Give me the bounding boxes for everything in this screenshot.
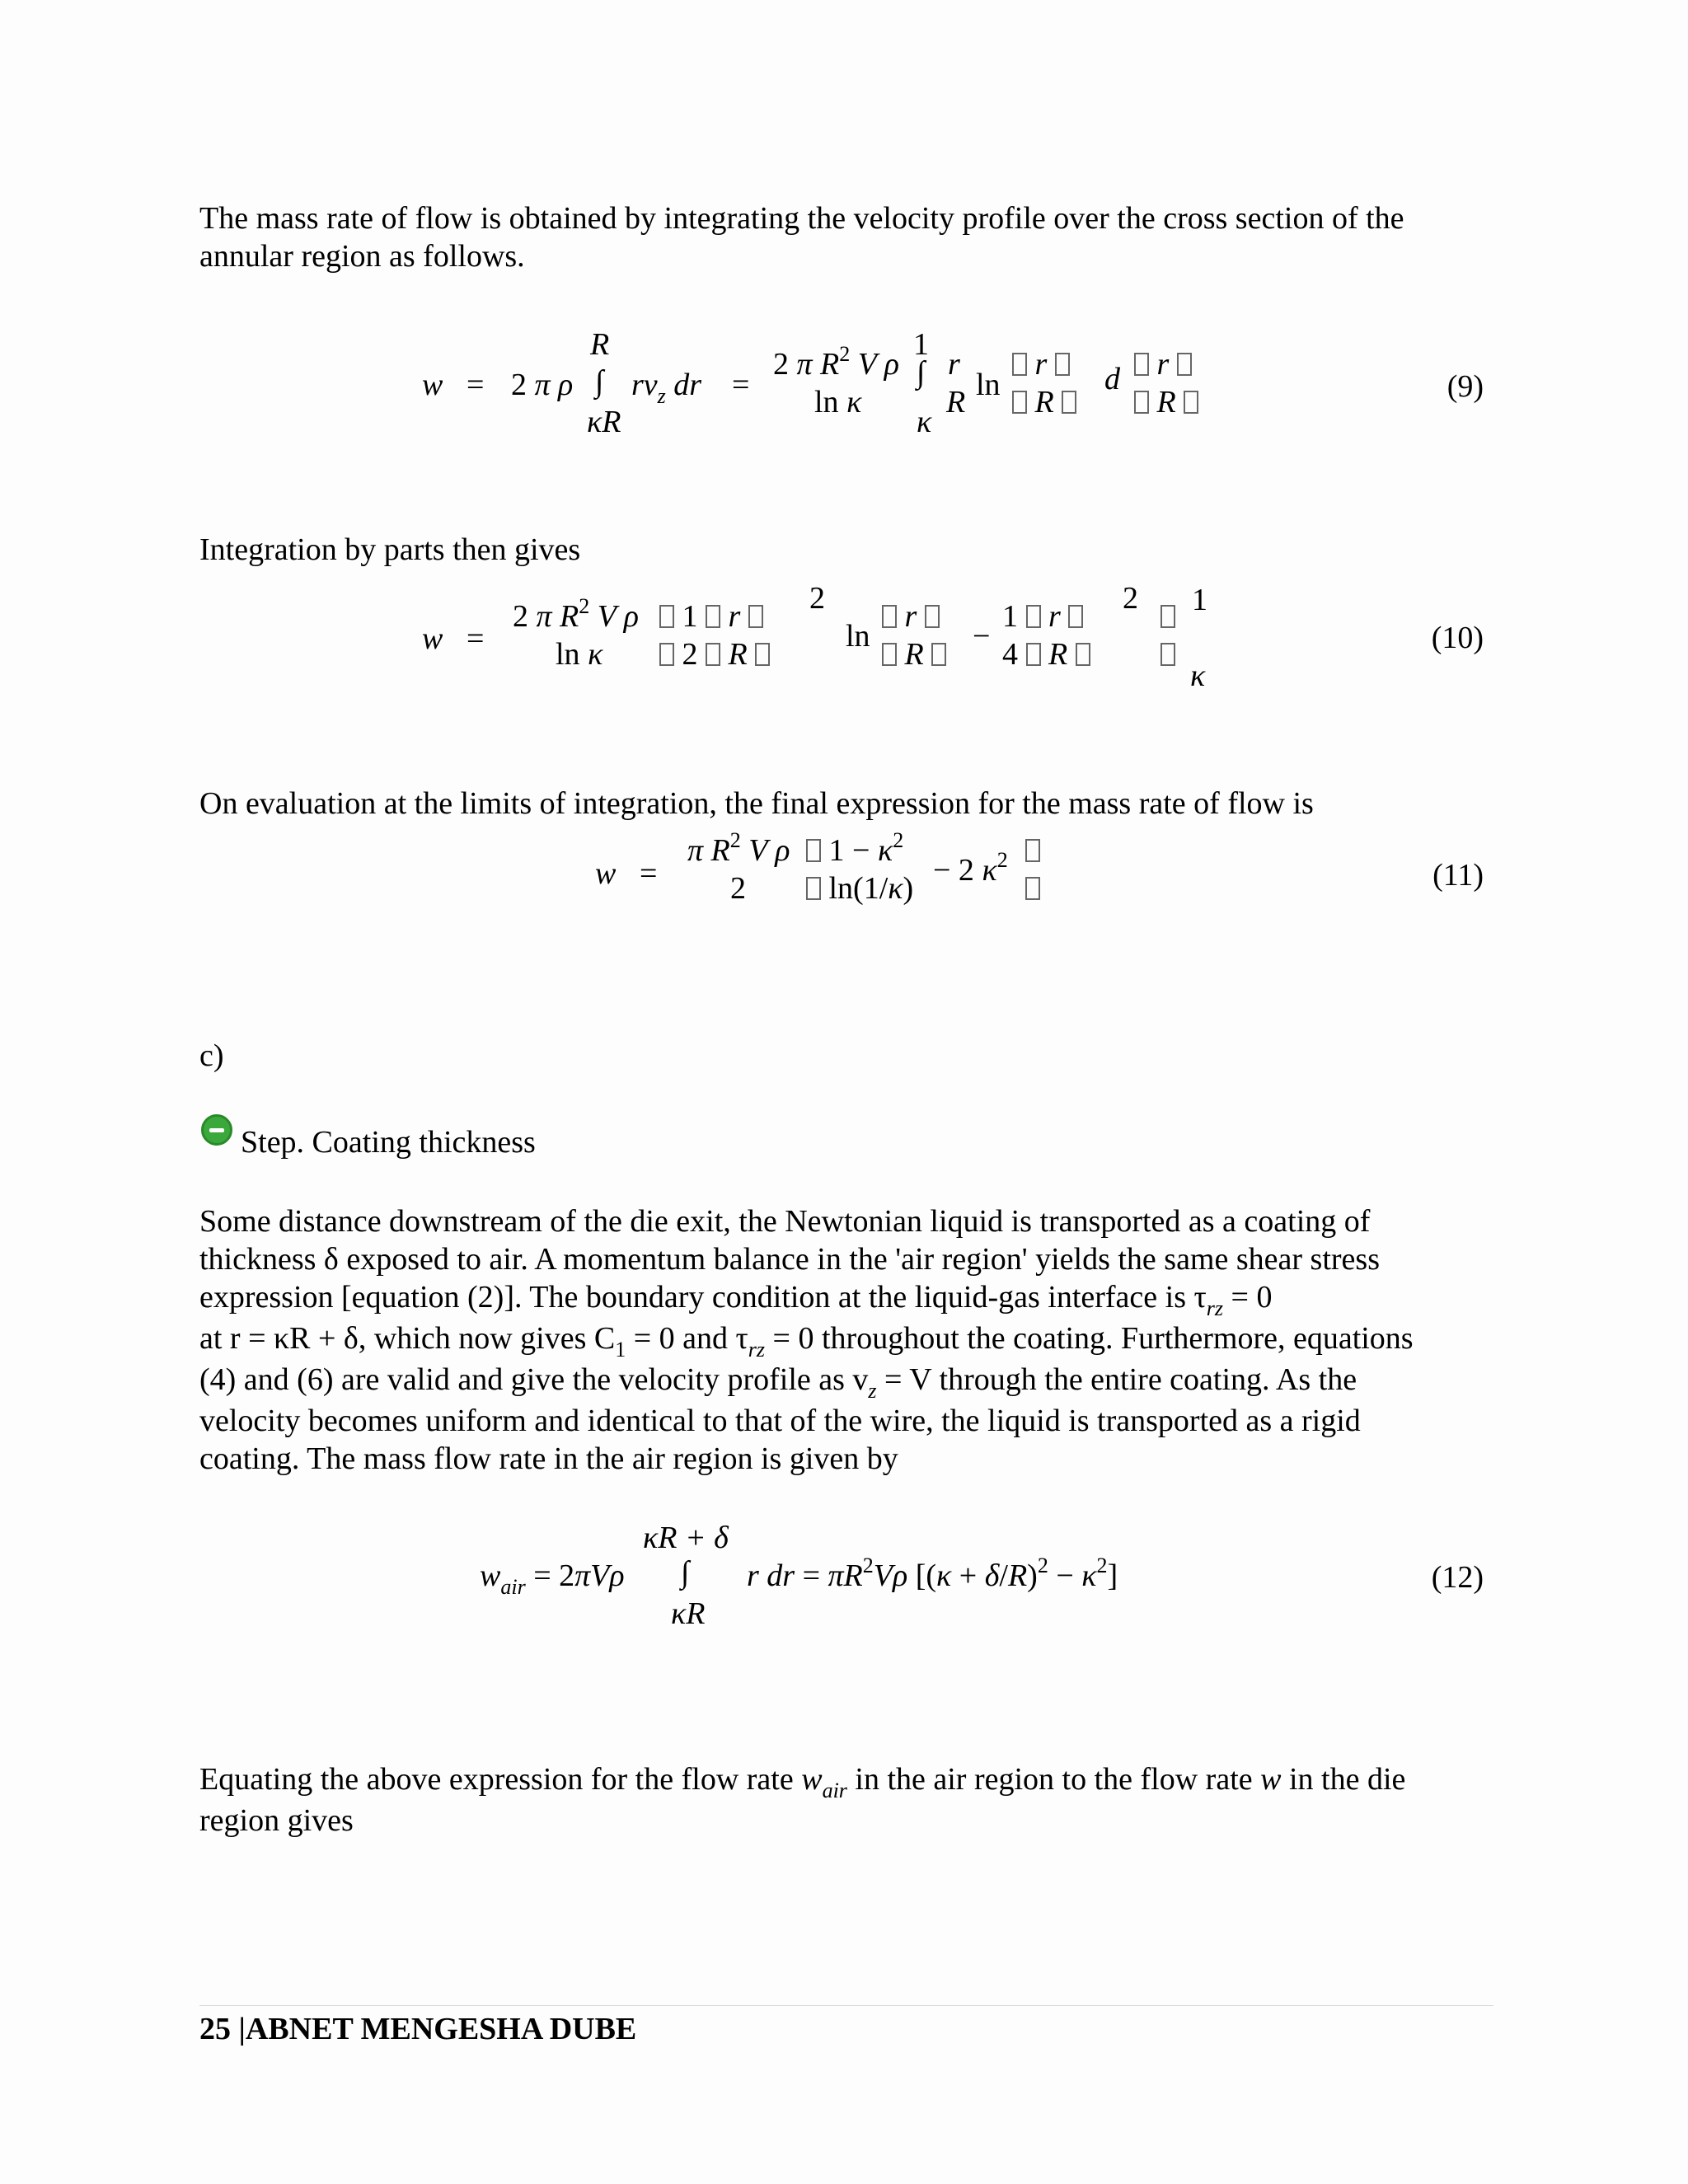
evaluation-text: On evaluation at the limits of integration, the final expression for the mass rate of flow is — [199, 786, 1314, 821]
page-footer: 25 |ABNET MENGESHA DUBE — [199, 2012, 637, 2046]
coating-paragraph: Some distance downstream of the die exit, the Newtonian liquid is transported as a coating of thickness δ exposed to air. A momentum balance in the 'air region' yields the same shear stress expression [equation (2)]. The boundary condition at the liquid-gas interface is $\tau_{rz} = 0$ at r = κR + δ, which now gives $C_1 = 0$ and $\tau_{rz} = 0$ throughout the coating. Furthermore, equations (4) and (6) are valid and give the velocity profile as $v_z = V$ through the entire coating. As the velocity becomes uniform and identical to that of the wire, the liquid is transported as a rigid coating. The mass flow rate in the air region is given by — [199, 1204, 1414, 1476]
document-page: The mass rate of flow is obtained by integrating the velocity profile over the cross section of the annular region as follows. w = 2 π ρ R ∫ κR $rv_z$ dr = 2 π $R^2$ V ρ ln κ 1 ∫ κ r R ln r R d r R (9) Integration by parts then gives w = 2 π $R^2$ V ρ ln κ 1 r 2 R 2 ln r R − 1 r 4 R 2 1 κ (10) On evaluation at the limits of integration, the final expression for the mass rate of flow is w = π $R^2$ V ρ 2 $1 - \kappa^2$ ln(1/κ) − 2 $\kappa^2$ (11) c) Step. Coating thickness Some distance downstream of the die exit, the Newtonian liquid is transported as a coating of thickness δ exposed to air. A momentum balance in the 'air region' yields the same shear stress expression [equation (2)]. The boundary condition at the liquid-gas interface is $\tau_{rz} = 0$ at r = κR + δ, which now gives $C_1 = 0$ and $\tau_{rz} = 0$ throughout the coating. Furthermore, equations (4) and (6) are valid and give the velocity profile as $v_z = V$ through the entire coating. As the velocity becomes uniform and identical to that of the wire, the liquid is transported as a rigid coating. The mass flow rate in the air region is given by κR + δ $w_{air} = 2\pi V\rho$ ∫ κR r dr = $\pi R^2V\rho$ $[(\kappa + \delta/R)^2 - \kappa^2]$ (12) Equating the above expression for the flow rate $w_{air}$ in the air region to the flow rate w in the die region gives 25 |ABNET MENGESHA DUBE — [0, 0, 1688, 2184]
integration-text: Integration by parts then gives — [199, 532, 581, 567]
section-label: c) — [199, 1038, 224, 1073]
intro-paragraph: The mass rate of flow is obtained by integrating the velocity profile over the cross section of the annular region as follows. — [199, 201, 1404, 274]
equation-number: (10) — [1431, 621, 1484, 655]
equation-number: (9) — [1447, 369, 1484, 404]
collapse-minus-icon[interactable] — [201, 1114, 232, 1146]
equation-number: (11) — [1432, 858, 1484, 893]
final-paragraph: Equating the above expression for the flow rate $w_{air}$ in the air region to the flow rate w in the die region gives — [199, 1762, 1406, 1838]
footer-divider — [199, 2005, 1493, 2006]
step-heading: Step. Coating thickness — [241, 1125, 536, 1160]
equation-number: (12) — [1431, 1560, 1484, 1595]
